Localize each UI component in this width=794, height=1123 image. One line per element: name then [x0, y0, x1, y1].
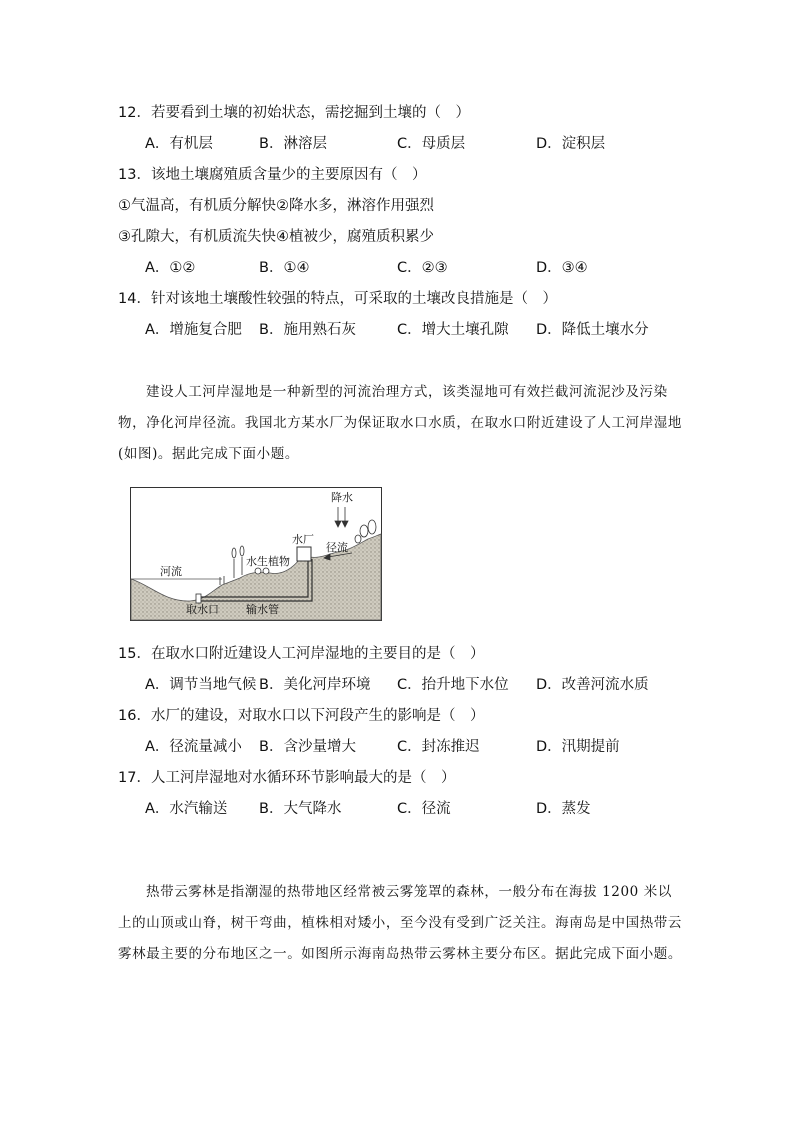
q17-option-c: C．径流 — [397, 801, 451, 817]
label-aquatic-plants: 水生植物 — [246, 555, 290, 568]
passage2-line-1: 热带云雾林是指潮湿的热带地区经常被云雾笼罩的森林，一般分布在海拔 1200 米以 — [146, 884, 672, 900]
q15-option-c: C．抬升地下水位 — [397, 677, 509, 693]
q13-statement-line-1: ①气温高，有机质分解快②降水多，淋溶作用强烈 — [118, 198, 434, 214]
q13-option-a: A．①② — [145, 260, 196, 276]
q14-option-b: B．施用熟石灰 — [259, 322, 356, 338]
q13-stem: 13．该地土壤腐殖质含量少的主要原因有（ ） — [118, 167, 427, 183]
q13-option-b: B．①④ — [259, 260, 310, 276]
q13-statement-line-2: ③孔隙大，有机质流失快④植被少，腐殖质积累少 — [118, 229, 434, 245]
q12-option-d: D．淀积层 — [536, 136, 606, 152]
q16-option-b: B．含沙量增大 — [259, 739, 356, 755]
label-pipe: 输水管 — [246, 603, 279, 616]
water-plant-building — [297, 547, 311, 561]
q12-option-b: B．淋溶层 — [259, 136, 327, 152]
q14-stem: 14．针对该地土壤酸性较强的特点，可采取的土壤改良措施是（ ） — [118, 291, 557, 307]
passage2-line-2: 上的山顶或山脊，树干弯曲，植株相对矮小，至今没有受到广泛关注。海南岛是中国热带云 — [118, 915, 682, 931]
q16-stem: 16．水厂的建设，对取水口以下河段产生的影响是（ ） — [118, 708, 485, 724]
passage2-line-3: 雾林最主要的分布地区之一。如图所示海南岛热带云雾林主要分布区。据此完成下面小题。 — [118, 946, 682, 962]
q12-option-a: A．有机层 — [145, 136, 213, 152]
q17-option-b: B．大气降水 — [259, 801, 342, 817]
q15-option-a: A．调节当地气候 — [145, 677, 257, 693]
q16-option-c: C．封冻推迟 — [397, 739, 480, 755]
q12-stem: 12．若要看到土壤的初始状态，需挖掘到土壤的（ ） — [118, 105, 470, 121]
q14-option-d: D．降低土壤水分 — [536, 322, 649, 338]
q14-option-a: A．增施复合肥 — [145, 322, 242, 338]
q16-option-a: A．径流量减小 — [145, 739, 242, 755]
passage1-line-3: (如图)。据此完成下面小题。 — [118, 446, 299, 462]
label-water-plant: 水厂 — [292, 533, 314, 546]
passage1-line-2: 物，净化河岸径流。我国北方某水厂为保证取水口水质，在取水口附近建设了人工河岸湿地 — [118, 415, 682, 431]
q12-option-c: C．母质层 — [397, 136, 466, 152]
q15-stem: 15．在取水口附近建设人工河岸湿地的主要目的是（ ） — [118, 646, 485, 662]
q17-option-d: D．蒸发 — [536, 801, 591, 817]
label-rain: 降水 — [331, 491, 353, 504]
label-intake: 取水口 — [186, 603, 219, 616]
label-runoff: 径流 — [326, 541, 348, 554]
q16-option-d: D．汛期提前 — [536, 739, 620, 755]
intake-structure — [196, 594, 201, 603]
q14-option-c: C．增大土壤孔隙 — [397, 322, 509, 338]
passage1-line-1: 建设人工河岸湿地是一种新型的河流治理方式，该类湿地可有效拦截河流泥沙及污染 — [146, 384, 668, 400]
q17-stem: 17．人工河岸湿地对水循环环节影响最大的是（ ） — [118, 770, 456, 786]
q15-option-d: D．改善河流水质 — [536, 677, 649, 693]
q13-option-d: D．③④ — [536, 260, 588, 276]
q13-option-c: C．②③ — [397, 260, 448, 276]
q15-option-b: B．美化河岸环境 — [259, 677, 371, 693]
label-river: 河流 — [160, 565, 182, 578]
q17-option-a: A．水汽输送 — [145, 801, 228, 817]
wetland-diagram — [130, 487, 382, 621]
